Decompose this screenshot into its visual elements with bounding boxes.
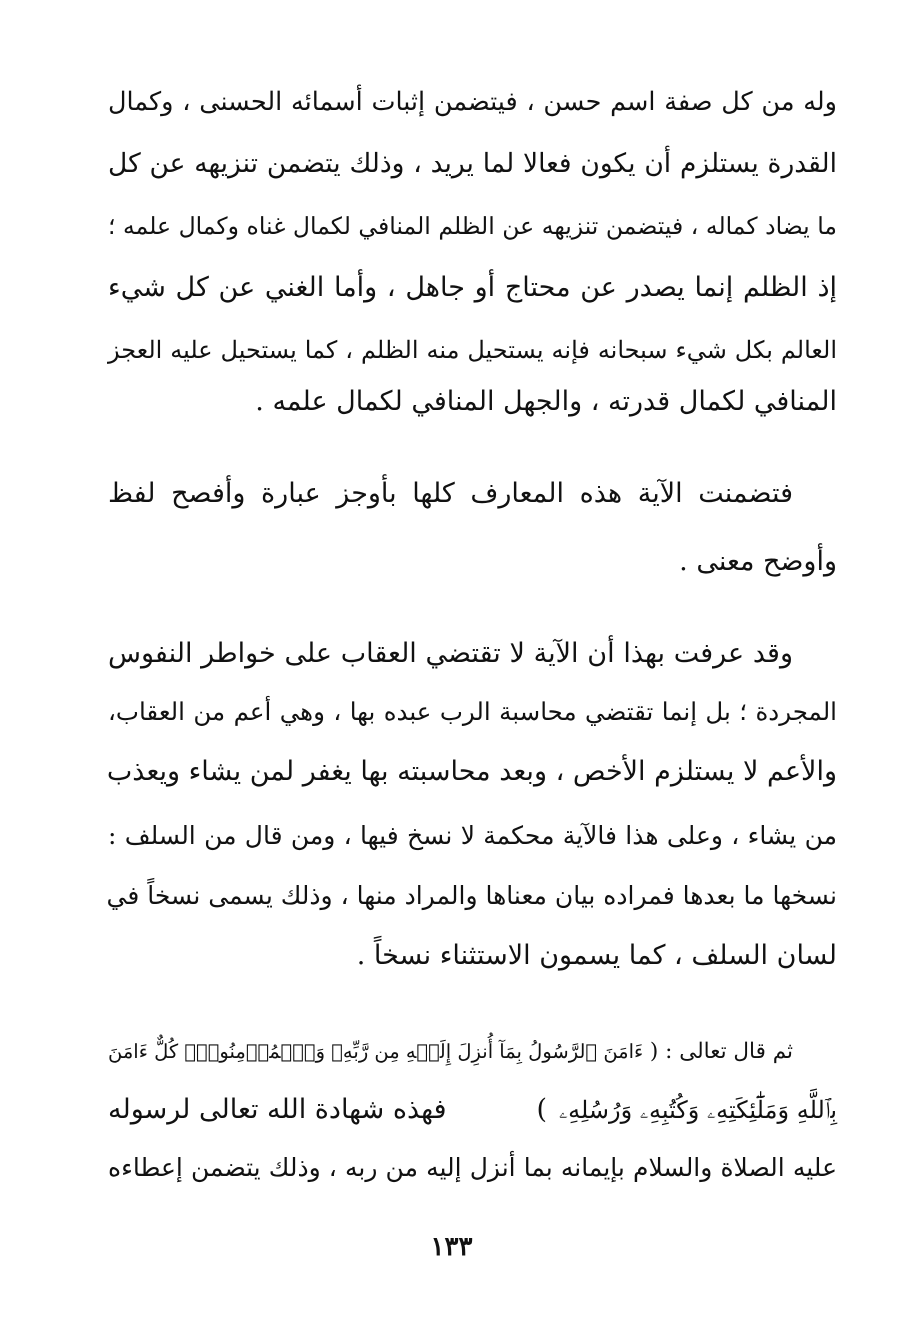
paragraph-3-line-1: وقد عرفت بهذا أن الآية لا تقتضي العقاب على خواطر النفوس <box>108 638 793 669</box>
paragraph-3-line-6: لسان السلف ، كما يسمون الاستثناء نسخاً . <box>356 940 837 971</box>
paragraph-3-line-2: المجردة ؛ بل إنما تقتضي محاسبة الرب عبده بها ، وهي أعم من العقاب، <box>108 697 837 726</box>
paragraph-1-line-4: إذ الظلم إنما يصدر عن محتاج أو جاهل ، وأما الغني عن كل شيء <box>108 272 837 303</box>
verse-line-2-group <box>536 1088 837 1132</box>
paragraph-3-line-5: نسخها ما بعدها فمراده بيان معناها والمراد منها ، وذلك يسمى نسخاً في <box>106 881 837 910</box>
paragraph-1-line-6: المنافي لكمال قدرته ، والجهل المنافي لكمال علمه . <box>255 386 837 417</box>
paragraph-3-line-4: من يشاء ، وعلى هذا فالآية محكمة لا نسخ فيها ، ومن قال من السلف : <box>108 821 837 850</box>
verse-intro: ثم قال تعالى : ( <box>649 1039 793 1064</box>
quran-verse-part-1: ءَامَنَ ٱلرَّسُولُ بِمَآ أُنزِلَ إِلَيۡهِ مِن رَّبِّهِۦ وَٱلۡمُؤۡمِنُونَۚ كُلٌّ ءَامَنَ <box>108 1040 644 1063</box>
paragraph-1-line-5: العالم بكل شيء سبحانه فإنه يستحيل منه الظلم ، كما يستحيل عليه العجز <box>108 336 837 364</box>
paragraph-2-line-1: فتضمنت الآية هذه المعارف كلها بأوجز عبارة وأفصح لفظ <box>108 478 793 509</box>
paragraph-4-line-2 <box>108 1088 837 1132</box>
paragraph-3-line-3: والأعم لا يستلزم الأخص ، وبعد محاسبته بها يغفر لمن يشاء ويعذب <box>106 756 837 787</box>
quran-verse-part-2: بِٱللَّهِ وَمَلَٰٓئِكَتِهِۦ وَكُتُبِهِۦ وَرُسُلِهِۦ <box>558 1096 837 1124</box>
paragraph-2-line-2: وأوضح معنى . <box>679 546 837 577</box>
verse-close-paren: ) <box>536 1094 547 1125</box>
paragraph-1-line-1: وله من كل صفة اسم حسن ، فيتضمن إثبات أسمائه الحسنى ، وكمال <box>108 87 837 117</box>
page-number: ١٣٣ <box>430 1232 473 1262</box>
paragraph-1-line-3: ما يضاد كماله ، فيتضمن تنزيهه عن الظلم المنافي لكمال غناه وكمال علمه ؛ <box>108 212 837 240</box>
after-verse-text: فهذه شهادة الله تعالى لرسوله <box>108 1094 447 1125</box>
paragraph-1-line-2: القدرة يستلزم أن يكون فعالا لما يريد ، وذلك يتضمن تنزيهه عن كل <box>108 148 837 179</box>
paragraph-4-line-1 <box>108 1030 793 1074</box>
paragraph-4-line-3: عليه الصلاة والسلام بإيمانه بما أنزل إليه من ربه ، وذلك يتضمن إعطاءه <box>108 1153 837 1182</box>
